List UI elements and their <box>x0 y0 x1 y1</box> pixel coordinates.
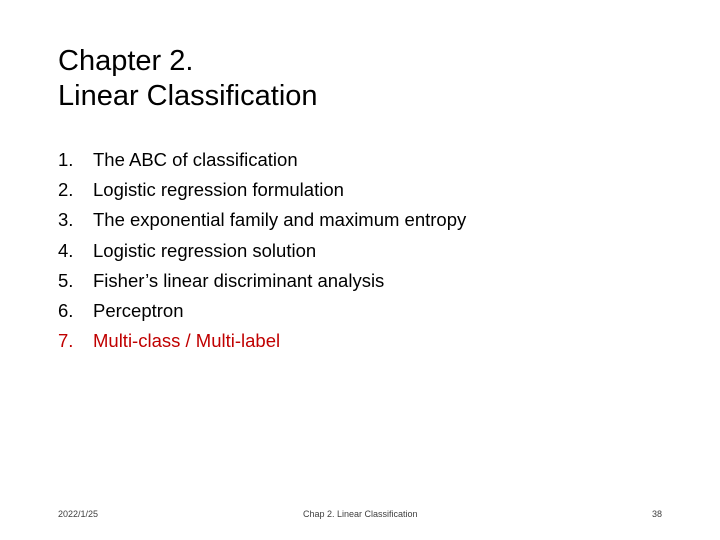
agenda-item-text: Logistic regression formulation <box>93 179 344 201</box>
agenda-item-number: 5. <box>58 269 74 291</box>
footer-title: Chap 2. Linear Classification <box>303 509 418 519</box>
agenda-item-number: 4. <box>58 239 74 261</box>
slide-title <box>58 44 318 114</box>
slide-title-line-1: Chapter 2. <box>58 45 194 77</box>
agenda-item <box>58 296 466 326</box>
agenda-list <box>58 145 466 356</box>
agenda-item-text: Fisher’s linear discriminant analysis <box>93 269 385 291</box>
agenda-item <box>58 145 466 175</box>
slide-title-line-2: Linear Classification <box>58 80 318 112</box>
agenda-item-text: Multi-class / Multi-label <box>93 330 281 352</box>
agenda-item <box>58 205 466 235</box>
agenda-item <box>58 236 466 266</box>
page-number: 38 <box>651 509 662 519</box>
agenda-item-text: Logistic regression solution <box>93 239 317 261</box>
footer-date: 2022/1/25 <box>58 509 99 519</box>
agenda-item-number: 6. <box>58 299 74 321</box>
agenda-item-text: Perceptron <box>93 299 184 321</box>
agenda-item-number: 7. <box>58 330 74 352</box>
agenda-item-current <box>58 326 466 356</box>
agenda-item-number: 3. <box>58 209 74 231</box>
agenda-item-number: 2. <box>58 179 74 201</box>
agenda-item <box>58 266 466 296</box>
agenda-item-text: The exponential family and maximum entropy <box>93 209 467 231</box>
agenda-item-number: 1. <box>58 149 74 170</box>
agenda-item-text: The ABC of classification <box>93 149 298 170</box>
agenda-item <box>58 175 466 205</box>
